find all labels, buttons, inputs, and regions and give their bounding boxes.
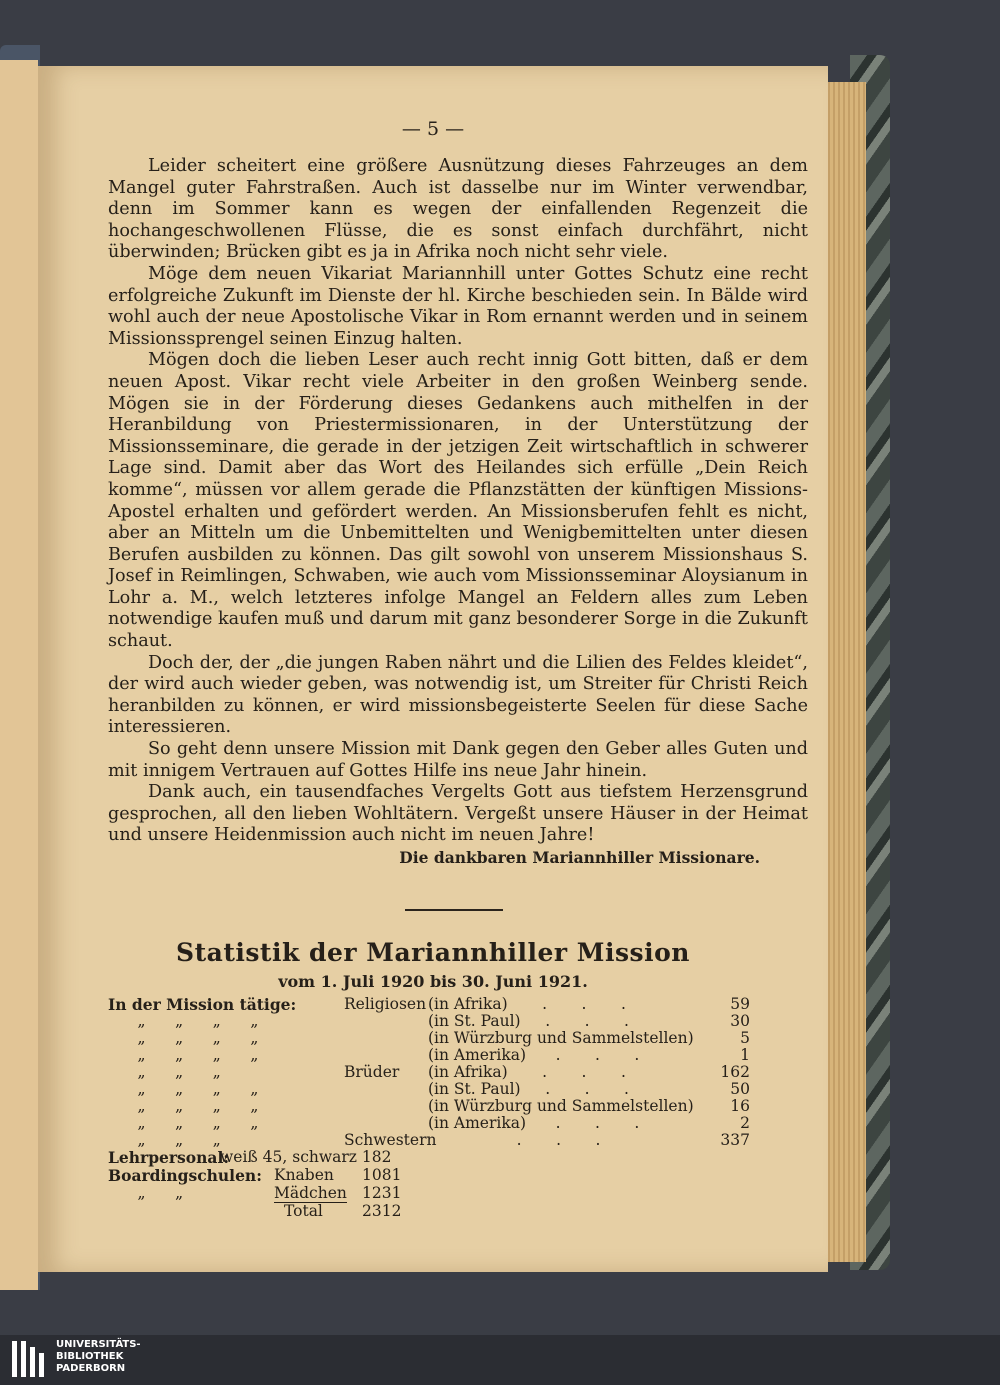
signature: Die dankbaren Mariannhiller Missionare. — [399, 848, 760, 867]
row-value: 16 — [730, 1097, 750, 1115]
row-location: . . . — [428, 1131, 601, 1149]
row-value: 2 — [740, 1114, 750, 1132]
row-label: „ „ „ „ — [108, 1080, 259, 1098]
library-line-3: PADERBORN — [56, 1363, 126, 1374]
body-text — [108, 156, 808, 847]
table-row — [108, 1047, 808, 1064]
lehrpersonal-text: weiß 45, schwarz 182 — [220, 1148, 392, 1166]
statistics-table — [108, 996, 808, 1221]
boys-label: Knaben — [274, 1166, 334, 1184]
paragraph: Mögen doch die lieben Leser auch recht innig Gott bitten, daß er dem neuen Apost. Vikar recht viele Arbeiter in den großen Weinberg sende. Mögen sie in der Förderung dieses Gedankens auch mithelfen in der Heranbildung von Priestermissionaren, in der Unterstützung der Missionsseminare, die gerade in der jetzigen Zeit wirtschaftlich in schwerer Lage sind. Damit aber das Wort des Heilandes sich erfülle „Dein Reich komme“, müssen vor allem gerade die Pflanzstätten der künftigen Missions-Apostel erhalten und gefördert werden. An Missionsberufen fehlt es nicht, aber an Mitteln um die Unbemittelten und Wenigbemittelten unter diesen Berufen ausbilden zu können. Das gilt sowohl von unserem Missionshaus S. Josef in Reimlingen, Schwaben, wie auch vom Missionsseminar Aloysianum in Lohr a. M., welch letzteres infolge Mangel an Feldern alles zum Leben notwendige kaufen muß und darum mit ganz besonderer Sorge in die Zukunft schaut. — [108, 350, 808, 652]
library-line-2: BIBLIOTHEK — [56, 1351, 124, 1362]
girls-row — [108, 1185, 808, 1203]
row-label: „ „ „ „ — [108, 1114, 259, 1132]
row-location: (in Würzburg und Sammelstellen) — [428, 1097, 694, 1115]
row-location: (in Amerika) . . . — [428, 1046, 640, 1064]
row-group: Schwestern — [344, 1131, 437, 1149]
ditto-marks: „ „ — [108, 1184, 184, 1202]
girls-label: Mädchen — [274, 1184, 347, 1202]
paragraph: Möge dem neuen Vikariat Mariannhill unter Gottes Schutz eine recht erfolgreiche Zukunft im Dienste der hl. Kirche beschieden sein. In Bälde wird wohl auch der neue Apostolische Vikar in Rom ernannt werden und in seinem Missionssprengel seinen Einzug halten. — [108, 263, 808, 349]
statistics-title: Statistik der Mariannhiller Mission — [176, 938, 690, 967]
section-divider — [405, 909, 503, 911]
boys-value: 1081 — [362, 1166, 402, 1184]
library-line-1: UNIVERSITÄTS- — [56, 1339, 141, 1350]
row-value: 337 — [720, 1131, 750, 1149]
paragraph: Dank auch, ein tausendfaches Vergelts Gott aus tiefstem Herzensgrund gesprochen, all den lieben Wohltätern. Vergeßt unsere Häuser in der Heimat und unsere Heidenmission auch nicht im neuen Jahre! — [108, 782, 808, 846]
table-row — [108, 1013, 808, 1030]
table-row — [108, 1030, 808, 1047]
lehrpersonal-label: Lehrpersonal: — [108, 1148, 230, 1167]
row-group: Religiosen — [344, 995, 427, 1013]
table-row — [108, 1064, 808, 1081]
row-label: „ „ „ — [108, 1063, 221, 1081]
row-label: „ „ „ „ — [108, 1012, 259, 1030]
table-row — [108, 1081, 808, 1098]
row-label: „ „ „ „ — [108, 1046, 259, 1064]
paragraph: So geht denn unsere Mission mit Dank gegen den Geber alles Guten und mit innigem Vertrauen auf Gottes Hilfe ins neue Jahr hinein. — [108, 739, 808, 781]
total-row — [108, 1203, 808, 1221]
library-logo-icon — [8, 1337, 52, 1381]
total-value: 2312 — [362, 1202, 402, 1220]
row-location: (in Würzburg und Sammelstellen) — [428, 1029, 694, 1047]
boarding-row — [108, 1167, 808, 1185]
total-label: Total — [284, 1202, 323, 1220]
boarding-label: Boardingschulen: — [108, 1166, 262, 1185]
row-location: (in Afrika) . . . — [428, 995, 626, 1013]
row-location: (in Afrika) . . . — [428, 1063, 626, 1081]
library-name — [56, 1339, 141, 1375]
table-row — [108, 1098, 808, 1115]
row-label: „ „ „ „ — [108, 1097, 259, 1115]
book-page — [38, 66, 828, 1272]
paragraph: Doch der, der „die jungen Raben nährt und die Lilien des Feldes kleidet“, der wird auch wieder geben, was notwendig ist, um Streiter für Christi Reich heranbilden zu können, er wird missionsbegeisterte Seelen für diese Sache interessieren. — [108, 652, 808, 738]
table-row — [108, 1115, 808, 1132]
row-value: 1 — [740, 1046, 750, 1064]
paragraph: Leider scheitert eine größere Ausnützung dieses Fahrzeuges an dem Mangel guter Fahrstraßen. Auch ist dasselbe nur im Winter verwendbar, denn im Sommer kann es wegen der einfallenden Regenzeit die hochangeschwollenen Flüsse, die es sonst einfach durchfährt, nicht überwinden; Brücken gibt es ja in Afrika noch nicht sehr viele. — [108, 156, 808, 263]
lehrpersonal-row — [108, 1149, 808, 1167]
girls-value: 1231 — [362, 1184, 402, 1202]
table-row — [108, 996, 808, 1013]
row-label: In der Mission tätige: — [108, 995, 297, 1014]
row-label: „ „ „ — [108, 1131, 221, 1149]
row-value: 5 — [740, 1029, 750, 1047]
row-location: (in Amerika) . . . — [428, 1114, 640, 1132]
row-label: „ „ „ „ — [108, 1029, 259, 1047]
row-value: 50 — [730, 1080, 750, 1098]
row-value: 59 — [730, 995, 750, 1013]
row-location: (in St. Paul) . . . — [428, 1012, 629, 1030]
table-row — [108, 1132, 808, 1149]
statistics-subtitle: vom 1. Juli 1920 bis 30. Juni 1921. — [278, 972, 588, 991]
left-page-edge — [0, 60, 38, 1290]
row-group: Brüder — [344, 1063, 400, 1081]
page-number: — 5 — — [401, 118, 465, 140]
row-value: 30 — [730, 1012, 750, 1030]
row-location: (in St. Paul) . . . — [428, 1080, 629, 1098]
row-value: 162 — [720, 1063, 750, 1081]
